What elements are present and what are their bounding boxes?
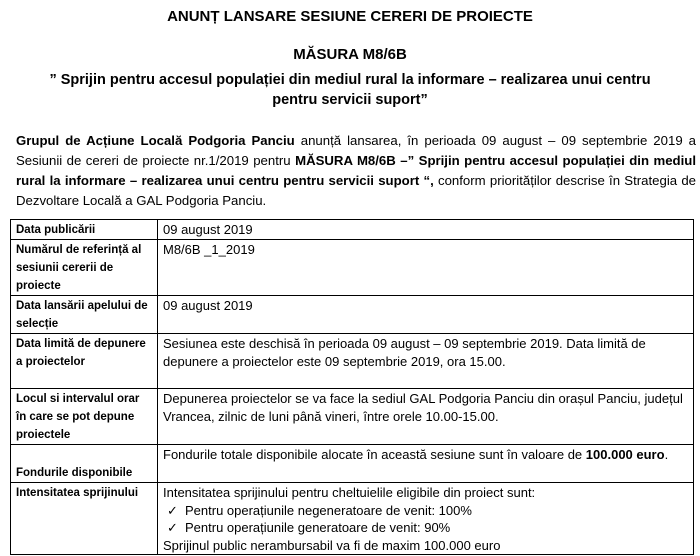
funds-end: . xyxy=(664,447,669,462)
org-name: Grupul de Acțiune Locală Podgoria Panciu xyxy=(16,133,295,148)
bullet-text: Pentru operațiunile negeneratoare de venit: 100% xyxy=(185,502,472,518)
list-item xyxy=(163,502,688,520)
row-label: Intensitatea sprijinului xyxy=(11,483,158,555)
list-item xyxy=(163,519,688,537)
row-value: Sesiunea este deschisă în perioada 09 august – 09 septembrie 2019. Data limită de depunere a proiectelor este 09 septembrie 2019, ora 15.00. xyxy=(158,334,694,389)
funds-text: Fondurile totale disponibile alocate în această sesiune sunt în valoare de xyxy=(163,447,586,462)
checkmark-icon: ✓ xyxy=(167,520,178,535)
table-row xyxy=(11,296,694,334)
intro-text-1: anunță lansarea, în perioada 09 august – 09 septembrie 2019 a Sesiunii de cereri de proiecte nr.1/2019 pentru xyxy=(16,133,696,168)
funds-amount: 100.000 euro xyxy=(585,447,665,462)
table-row xyxy=(11,220,694,240)
row-value xyxy=(158,483,694,555)
row-label: Data limită de depunere a proiectelor xyxy=(11,334,158,389)
table-row xyxy=(11,483,694,555)
measure-title: MĂSURA M8/6B xyxy=(293,46,407,63)
row-label: Numărul de referință al sesiunii cererii de proiecte xyxy=(11,240,158,296)
row-value: M8/6B _1_2019 xyxy=(158,240,694,296)
row-value: Depunerea proiectelor se va face la sediul GAL Podgoria Panciu din orașul Panciu, județul Vrancea, zilnic de luni până vineri, între orele 10.00-15.00. xyxy=(158,389,694,445)
checkmark-icon: ✓ xyxy=(167,502,178,518)
bullet-text: Pentru operațiunile generatoare de venit: 90% xyxy=(185,520,451,535)
intensity-intro: Intensitatea sprijinului pentru cheltuielile eligibile din proiect sunt: xyxy=(163,485,536,500)
measure-subtitle: ” Sprijin pentru accesul populației din mediul rural la informare – realizarea unui centru pentru servicii suport” xyxy=(49,72,651,108)
row-label: Data publicării xyxy=(11,220,158,240)
row-value: 09 august 2019 xyxy=(158,296,694,334)
table-row xyxy=(11,389,694,445)
intro-measure: MĂSURA M8/6B –” Sprijin pentru accesul populației din mediul rural la informare – realizarea unui centru pentru servicii suport “, xyxy=(16,153,696,188)
intro-text-2: conform priorităților descrise în Strategia de Dezvoltare Locală a GAL Podgoria Panciu. xyxy=(16,173,697,208)
table-row xyxy=(11,445,694,483)
row-label: Fondurile disponibile xyxy=(11,445,158,483)
row-value xyxy=(158,445,694,483)
intro-paragraph xyxy=(16,131,696,211)
intensity-note: Sprijinul public nerambursabil va fi de maxim 100.000 euro xyxy=(163,537,501,553)
row-label: Locul si intervalul orar în care se pot depune proiectele xyxy=(11,389,158,445)
session-details-table xyxy=(10,219,694,555)
table-row xyxy=(11,240,694,296)
row-value: 09 august 2019 xyxy=(158,220,694,240)
row-label: Data lansării apelului de selecție xyxy=(11,296,158,334)
announcement-title: ANUNȚ LANSARE SESIUNE CERERI DE PROIECTE xyxy=(167,8,533,25)
table-row xyxy=(11,334,694,389)
